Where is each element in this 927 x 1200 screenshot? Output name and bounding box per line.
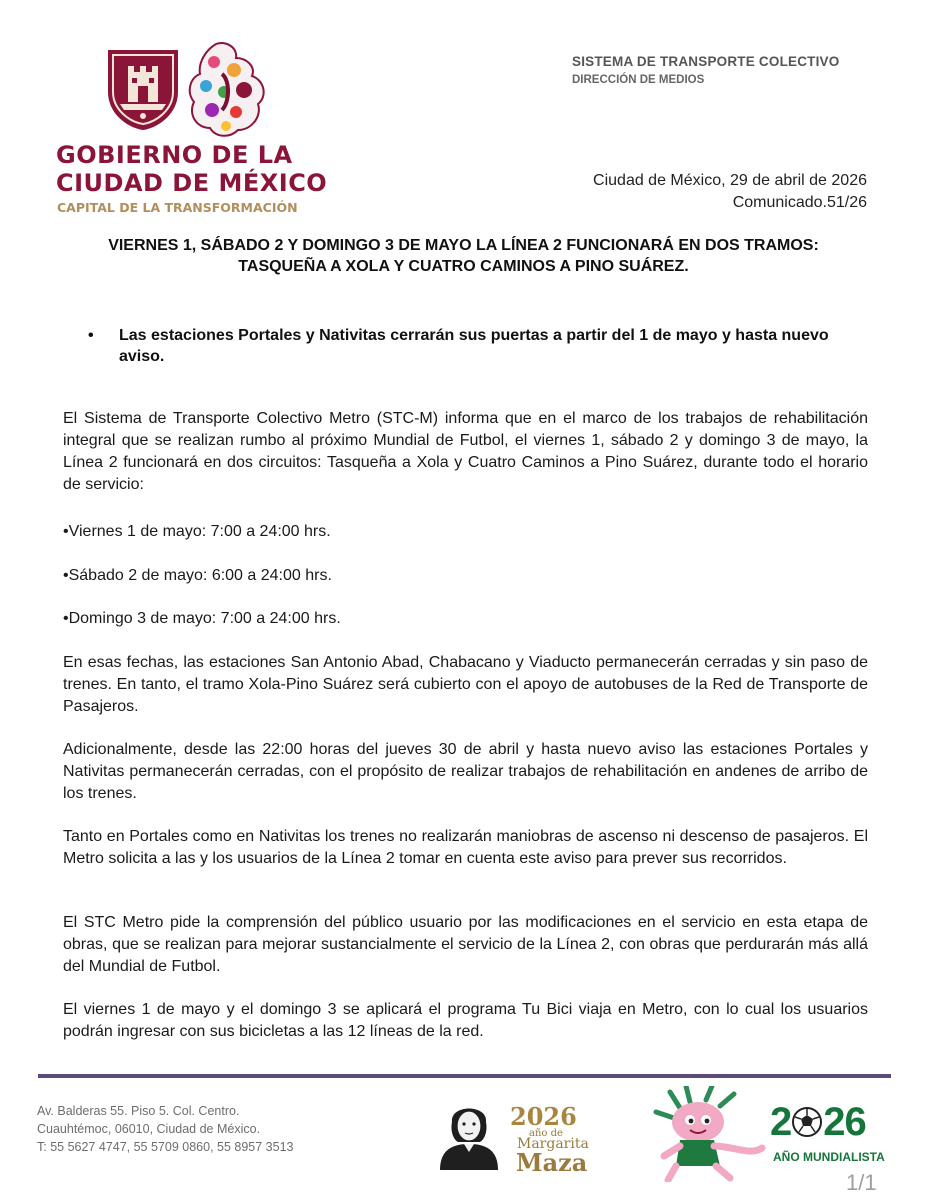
maza-last-name: Maza bbox=[516, 1148, 588, 1177]
schedule-item-saturday: •Sábado 2 de mayo: 6:00 a 24:00 hrs. bbox=[63, 567, 332, 584]
mundial-year-part1: 2 bbox=[770, 1100, 792, 1144]
government-tagline: CAPITAL DE LA TRANSFORMACIÓN bbox=[57, 200, 298, 215]
cdmx-map-icon bbox=[186, 40, 270, 140]
highlight-bullet bbox=[88, 325, 868, 367]
paragraph-no-boarding: Tanto en Portales como en Nativitas los trenes no realizarán maniobras de ascenso ni descenso de pasajeros. El Metro solicita a las y los usuarios de la Línea 2 tomar en cuenta este aviso para prever sus recorridos. bbox=[63, 828, 868, 867]
headline-line2: TASQUEÑA A XOLA Y CUATRO CAMINOS A PINO SUÁREZ. bbox=[238, 258, 689, 275]
paragraph-closed-stations: En esas fechas, las estaciones San Antonio Abad, Chabacano y Viaducto permanecerán cerradas y sin paso de trenes. En tanto, el tramo Xola-Pino Suárez será cubierto con el apoyo de autobuses de la Red de Transporte de Pasajeros. bbox=[63, 654, 868, 715]
portrait-icon bbox=[434, 1096, 504, 1170]
paragraph-tu-bici: El viernes 1 de mayo y el domingo 3 se aplicará el programa Tu Bici viaja en Metro, con lo cual los usuarios podrán ingresar con sus bicicletas a las 12 líneas de la red. bbox=[63, 1001, 868, 1040]
government-name-line1: GOBIERNO DE LA bbox=[56, 141, 293, 169]
intro-paragraph: El Sistema de Transporte Colectivo Metro (STC-M) informa que en el marco de los trabajos de rehabilitación integral que se realizan rumbo al próximo Mundial de Futbol, el viernes 1, sábado 2 y domingo 3 de mayo, la Línea 2 funcionará en dos circuitos: Tasqueña a Xola y Cuatro Caminos a Pino Suárez, durante todo el horario de servicio: bbox=[63, 410, 868, 493]
coat-of-arms-icon bbox=[106, 48, 180, 132]
page-number: 1/1 bbox=[846, 1170, 877, 1195]
footer-divider bbox=[38, 1074, 891, 1078]
paragraph-understanding: El STC Metro pide la comprensión del público usuario por las modificaciones en el servicio en esta etapa de obras, que se realizan para mejorar sustancialmente el servicio de la Línea 2, con obras que perdurarán más allá del Mundial de Futbol. bbox=[63, 914, 868, 975]
mundial-label: AÑO MUNDIALISTA bbox=[773, 1150, 885, 1164]
mundial-year-part2: 26 bbox=[823, 1100, 866, 1144]
paragraph-portales-nativitas: Adicionalmente, desde las 22:00 horas del jueves 30 de abril y hasta nuevo aviso las estaciones Portales y Nativitas permanecerán cerradas, con el propósito de realizar trabajos de rehabilitación en andenes de arribo de los trenes. bbox=[63, 741, 868, 802]
government-name-line2: CIUDAD DE MÉXICO bbox=[56, 169, 328, 197]
phone-numbers: T: 55 5627 4747, 55 5709 0860, 55 8957 3513 bbox=[37, 1140, 294, 1154]
highlight-text: Las estaciones Portales y Nativitas cerrarán sus puertas a partir del 1 de mayo y hasta nuevo aviso. bbox=[119, 327, 829, 365]
date-line: Ciudad de México, 29 de abril de 2026 bbox=[593, 172, 867, 189]
soccer-ball-icon bbox=[791, 1106, 823, 1138]
headline bbox=[60, 235, 867, 277]
schedule-item-friday: •Viernes 1 de mayo: 7:00 a 24:00 hrs. bbox=[63, 523, 331, 540]
address-line1: Av. Balderas 55. Piso 5. Col. Centro. bbox=[37, 1104, 240, 1118]
communique-number: Comunicado.51/26 bbox=[732, 194, 867, 211]
maza-anio-de: año de bbox=[529, 1128, 563, 1139]
schedule-item-sunday: •Domingo 3 de mayo: 7:00 a 24:00 hrs. bbox=[63, 610, 341, 627]
maza-year: 2026 bbox=[510, 1102, 577, 1131]
bullet-marker: • bbox=[88, 327, 94, 344]
mundial-year bbox=[770, 1100, 866, 1145]
axolotl-mascot-icon bbox=[650, 1086, 768, 1182]
maza-first-name: Margarita bbox=[517, 1136, 589, 1152]
headline-line1: VIERNES 1, SÁBADO 2 Y DOMINGO 3 DE MAYO LA LÍNEA 2 FUNCIONARÁ EN DOS TRAMOS: bbox=[108, 237, 819, 254]
organization-name: SISTEMA DE TRANSPORTE COLECTIVO bbox=[572, 54, 840, 69]
department-name: DIRECCIÓN DE MEDIOS bbox=[572, 74, 705, 86]
address-line2: Cuauhtémoc, 06010, Ciudad de México. bbox=[37, 1122, 261, 1136]
